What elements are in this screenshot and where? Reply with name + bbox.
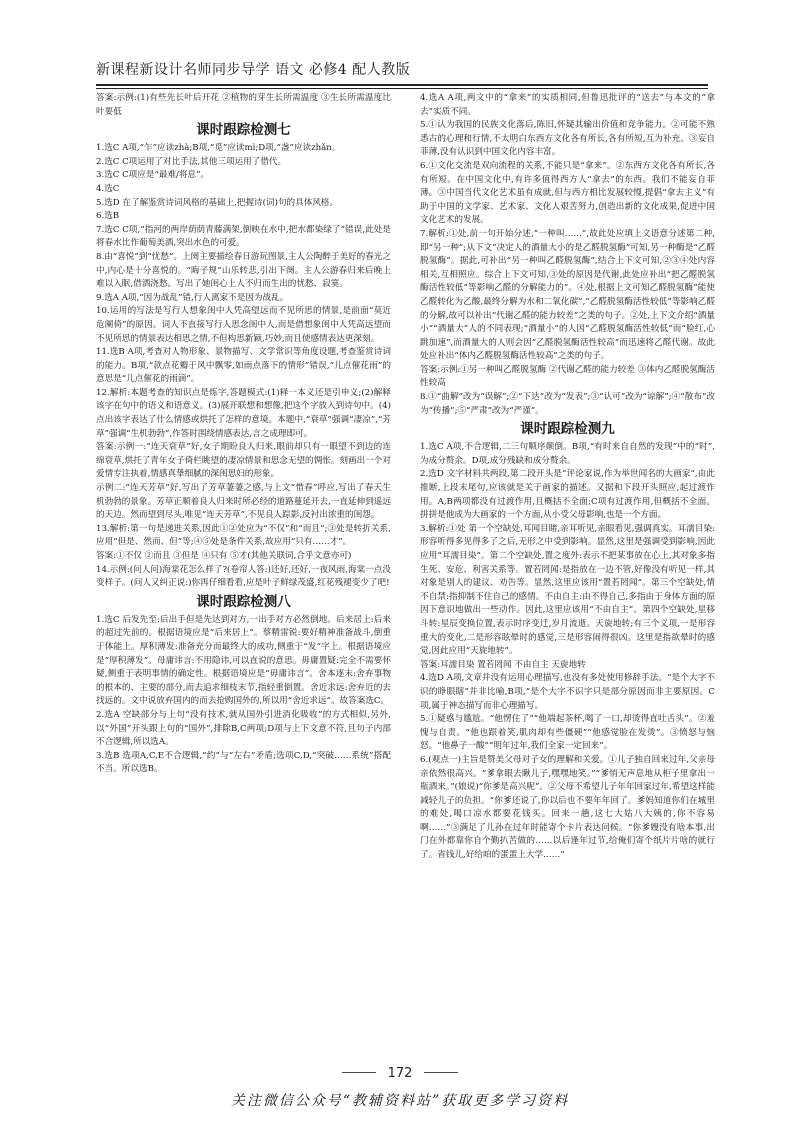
answer-paragraph: 答案:耳濡目染 置若罔闻 不由自主 天旋地转: [420, 659, 586, 670]
answer-paragraph: 2.选D 文字材料共两段,第二段开头是“评论家说,作为举世闻名的大画家”,由此推断,上段末尾句,应该就是关于画家的描述。又据和下段开头照应,起过渡作用。A,B两项都没有过渡作用,且概括不全面;C项有过渡作用,但概括不全面。拼拼是他成为大画家的一个方面,从小受父母影响,也是一个方面。: [420, 469, 715, 521]
answer-paragraph: 3.选B 选项A,C,E不合逻辑,“约”与“左右”矛盾;选项C,D,“突破……系统”搭配不当。所以选B。: [96, 750, 391, 775]
answer-paragraph: 2.选A 空缺部分与上句“没有技术,就从国外引进消化吸收”的方式相似,另外,以“外国”开头跟上句的“国外”,排除B,C两项;D项与上下文意不符,且句子内部不合逻辑,所以选A。: [96, 709, 391, 748]
header-rule: [96, 84, 708, 86]
answer-paragraph: 1.选C A项,“乍”应读zhà;B项,“觅”应读mì;D项,“盏”应读zhǎn。: [96, 143, 341, 154]
footer-notice: 关注微信公众号“教辅资料站”获取更多学习资料: [230, 1093, 570, 1109]
answer-paragraph: 14.示例:(问人问)海棠花怎么样了?(卷帘人答:)还好,还好,一夜风雨,海棠一点没变样子。(问人又纠正说:)你再仔细看看,应是叶子鲜绿茂盛,红花残褪变少了吧!: [96, 564, 391, 589]
answer-paragraph: 5.选D 在了解鉴赏诗词风格的基础上,把握诗(词)句的具体风格。: [96, 197, 339, 208]
answer-paragraph: 4.选A A项,两文中的“拿来”的实质相同,但鲁迅批评的“送去”与本文的“拿去”实质不同。: [420, 93, 715, 117]
section-heading: 课时跟踪检测九: [520, 421, 615, 438]
right-column: [420, 92, 715, 992]
header-rule-thin: [96, 88, 708, 89]
answer-paragraph: 7.选C C项,“指河的两岸荫荫青藤满架,倒映在水中,把水都染绿了”错误,此处是将春水比作葡萄美酒,突出水色的可爱。: [96, 224, 391, 249]
page-header: 新课程新设计名师同步导学 语文 必修4 配人教版: [96, 62, 411, 78]
answer-paragraph: 7.解析:①处,前一句开始分述,“一种叫……”,故此处应填上文语意分述第二种,即“另一种”;从下文“决定人的酒量大小的是乙醛脱氢酶”可知,另一种酶是“乙醛脱氢酶”。据此,可补出“另一种叫乙醛脱氢酶”,结合上下文可知,②③④处内容相关,互相照应。综合上下文可知,③处的原因是代谢,此处应补出“把乙醛脱氢酶活性较低”等影响乙醛的分解能力的”。④处,根据上文可知乙醛脱氢酶“能使乙醛转化为乙酸,最终分解为水和二氧化碳”,“乙醛脱氢酶活性较低”等影响乙醛的分解,故可以补出“代谢乙醛的能力较差”之类的句子。②处,上下文介绍“酒量小”“酒量大”人的不同表现;“酒量小”的人因“乙醛脱氢酶活性较低”而“脸红,心跳加速”,而酒量大的人则会因“乙醛脱氢酶活性较高”而迅速将乙醛代谢。故此处应补出“体内乙醛脱氢酶活性较高”之类的句子。: [420, 228, 715, 362]
answer-paragraph: 6.选B: [96, 211, 120, 222]
answer-paragraph: 4.选C: [96, 183, 120, 194]
answer-paragraph: 10.运用的写法是写行人想象闺中人凭高望远而不见所思的情景,是前面“莫近危阑倚”的原因。词人不直接写行人思念闺中人,而是借想象闺中人凭高远望而不见所思的情景表达相思之情,不但构思新颖,巧妙,而且使感情表达更深刻。: [96, 306, 391, 344]
answer-paragraph: 11.选B A项,考查对人物形象、景物描写、文学常识等角度设题,考查鉴赏诗词的能力。B项,“款点花瓣于风中飘零,如雨点落下的情形”错误,“儿点催花雨”的意思是“儿点催花的雨滴”。: [96, 347, 391, 385]
page-number-dash-right: [424, 1072, 458, 1073]
answer-paragraph: 8.由“喜悦”到“忧愁”。上阕主要描绘春日游玩图景,主人公陶醉于美好的春光之中,内心是十分喜悦的。“晦子规”山乐转悲,引出下阕。主人公游春归来后晚上难以入眠,借酒浇愁。写出了她闺心上人不归而生出的忧愁、寂寞。: [96, 251, 391, 290]
answer-paragraph: 13.解析:第一句是递进关系,因此①②处应为“不仅”和“而且”;③处是转折关系,应用“但是、然而、但”等;④⑤处是条件关系,故应用“只有……才”。: [96, 523, 391, 548]
answer-paragraph: 3.解析:①处 第一个空缺处,耳闻目睹,亲耳听见,亲眼看见,强调真实。耳濡目染:形容听得多见得多了之后,无形之中受到影响。显然,这里是强调受到影响,因此应用“耳濡目染”。第二个空缺处,置之度外:表示不把某事放在心上,其对象多指生死、安危、利害关系等。置若罔闻:是指放在一边不管,好像没有听见一样,其对象是别人的建议、劝告等。显然,这里应该用“置若罔闻”。第三个空缺处,情不自禁:指抑制不住自己的感情。不由自主:由不得自己,多指由于身体方面的原因下意识地做出一些动作。因此,这里应该用“不由自主”。第四个空缺处,星移斗转:星辰变换位置,表示时序变迁,岁月流逝。天旋地转;有三个义项,一是形容重大的变化,二是形容眩晕时的感觉,三是形容闹得很凶。这里是指欲晕时的感觉,因此应用“天旋地转”。: [420, 523, 715, 657]
left-column: [96, 92, 391, 1062]
page-number-area: [0, 1062, 800, 1084]
answer-paragraph: 6.①文化交流是双向流程的关系,不能只是“拿来”。②东西方文化各有所长,各有所短。在中国文化中,有许多值得西方人“拿去”的东西。我们不能妄自菲薄。③中国当代文化艺术虽有成就,但与西方相比发展较慢,提倡“拿去主义”有助于中国的文学家、艺术家、文化人艰苦努力,创造出新的文化成果,促进中国文化艺术的发展。: [420, 160, 715, 226]
answer-paragraph: 9.选A A项,“因为战乱”错,行人离家不是因为战乱。: [96, 292, 289, 303]
answer-paragraph: 答案:示例:①另一种叫乙醛脱氢酶 ②代谢乙醛的能力较差 ③体内乙醛脱氢酶活性较高: [420, 364, 715, 389]
answer-paragraph: 8.①“曲解”改为“误解”;②“下达”改为“发表”;③“认可”改为“谅解”;④“散布”改为“传播”;⑤“严肃”改为“严谨”。: [420, 392, 715, 416]
answer-paragraph: 答案:①不仅 ②而且 ③但是 ④只有 ⑤才(其他关联词,合乎文意亦可): [96, 551, 352, 561]
answer-paragraph: 12.解析:本题考查的知识点是炼字,答题模式:(1)释一本义还是引申义;(2)解释该字在句中的语义和语意义。(3)展开联想和想像,把这个字放入到诗句中。(4)点出该字表达了什么情感或烘托了怎样的意境。本题中,“衰草”强调“凄凉”,“芳草”强调“生机勃勃”,作答时围绕情感表达,言之成理即可。: [96, 387, 391, 439]
answer-paragraph: 5.①疑惑与尴尬。“他愣住了”“他端起茶杯,喝了一口,却烫得直吐舌头”。②羞愧与自责。“他也跟着笑,肌肉却有些僵硬”“他感觉脸在发烫”。③愤怒与恼怒。“他鼻子一酸”“明年过年,我们全家一定回来”。: [420, 714, 715, 752]
section-heading: 课时跟踪检测七: [196, 122, 291, 139]
answer-paragraph: 示例二:“连天芳草”好,写出了芳草萋萋之感,与上文“惜春”呼应,写出了春天生机勃勃的景象。芳草正顺着良人归来时所必经的道路蔓延开去,一直延伸到遥远的天边。然而望到尽头,唯见“连天芳草”,不见良人踪影,反衬出浓重的闺怨。: [96, 483, 391, 521]
answer-paragraph: 答案:示例一:“连天衰草”好,女子期盼良人归来,眼前却只有一眼望不到边的连绵衰草,烘托了青年女子倚栏眺望的凄凉情景和思念无望的惆怅。刻画出一个对爱情专注执着,情感真挚细腻的深闺思妇的形象。: [96, 442, 391, 480]
section-heading: 课时跟踪检测八: [196, 593, 291, 610]
page-number: 172: [387, 1066, 413, 1081]
answer-paragraph: 3.选C C项应是“最难/将息”。: [96, 170, 210, 181]
answer-paragraph: 6.(观点一)主旨是赞美父母对子女的理解和关爱。①儿子独自回来过年,父亲母亲依然很高兴。“爹拿眼去瞅儿子,嘿嘿地笑。”“爹悄无声息地从柜子里拿出一瓶酒来。”(娘说)“你爹是高兴呢”。②父母不希望儿子年年回家过年,希望这样能减轻儿子的负担。“你爹还说了,你以后也不要年年回了。爹妈知道你们在城里的难处,喝口凉水都要花钱买。回来一趟,这七大姑八大姨的,你不容易啊……”③满足了儿孙在过年时能寄个卡片表达问候。“你爹嫂没有啥本事,出门在外都靠你自个勤扒苦做的……以后逢年过节,给俺们寄个纸片片啥的就行了。省钱儿,好给咱的蛋蛋上大学……”: [420, 754, 715, 861]
answer-paragraph: 4.选D A项,文章并没有运用心理描写,也没有多处使用修辞手法。“是个大字不识的睁眼瞎”并非比喻,B项,“是个大字不识字只是部分原因而非主要原因。C项,属于神态描写而非心理描写。: [420, 673, 715, 711]
answer-paragraph: 1.选C 后发先至:后出手但是先达到对方,一出手对方必然倒地。后来居上:后来的超过先前的。根据语境应是“后来居上”。蔡精雷锐:要好精神准备战斗,倒重于体能上。厚积薄发:准备充分而最终大的成功,侧重于“发”字上。根据语境应是“厚积薄发”。母庸讳言:不用隐讳,可以直说的意思。毋庸置疑:完全不需要怀疑,侧重于表明事情的确定性。根据语境应是“毋庸讳言”。舍本逐末:舍弃事物的根本的、主要的部分,而去追求细枝末节,指轻重倒置。舍近求远:舍弃近的去找远的。文中说放弃国内的而去抢购国外的,所以用“舍近求远”。故答案选C。: [96, 614, 391, 707]
answer-paragraph: 5.①认为我国的民族文化落后,陈旧,怀疑其输出价值和竞争能力。②可能不熟悉古的心理和行情,不太明白东西方文化各有所长,各有所短,互为补充。③妄自菲薄,没有认识到中国文化内容丰富。: [420, 120, 715, 158]
page-number-dash-left: [342, 1072, 376, 1073]
answer-paragraph: 1.选C A项,不合逻辑,二三句顺序颠倒。B项,“有时来自自然的发现”中的“时”,为成分赘余。D项,成分残缺和成分赘余。: [420, 442, 715, 466]
answer-paragraph: 答案:示例:(1)有些先长叶后开花 ②植物的芽生长所需温度 ③生长所需温度比叶要低: [96, 93, 391, 117]
answer-paragraph: 2.选C C项运用了对比手法,其他三项运用了借代。: [96, 156, 287, 167]
